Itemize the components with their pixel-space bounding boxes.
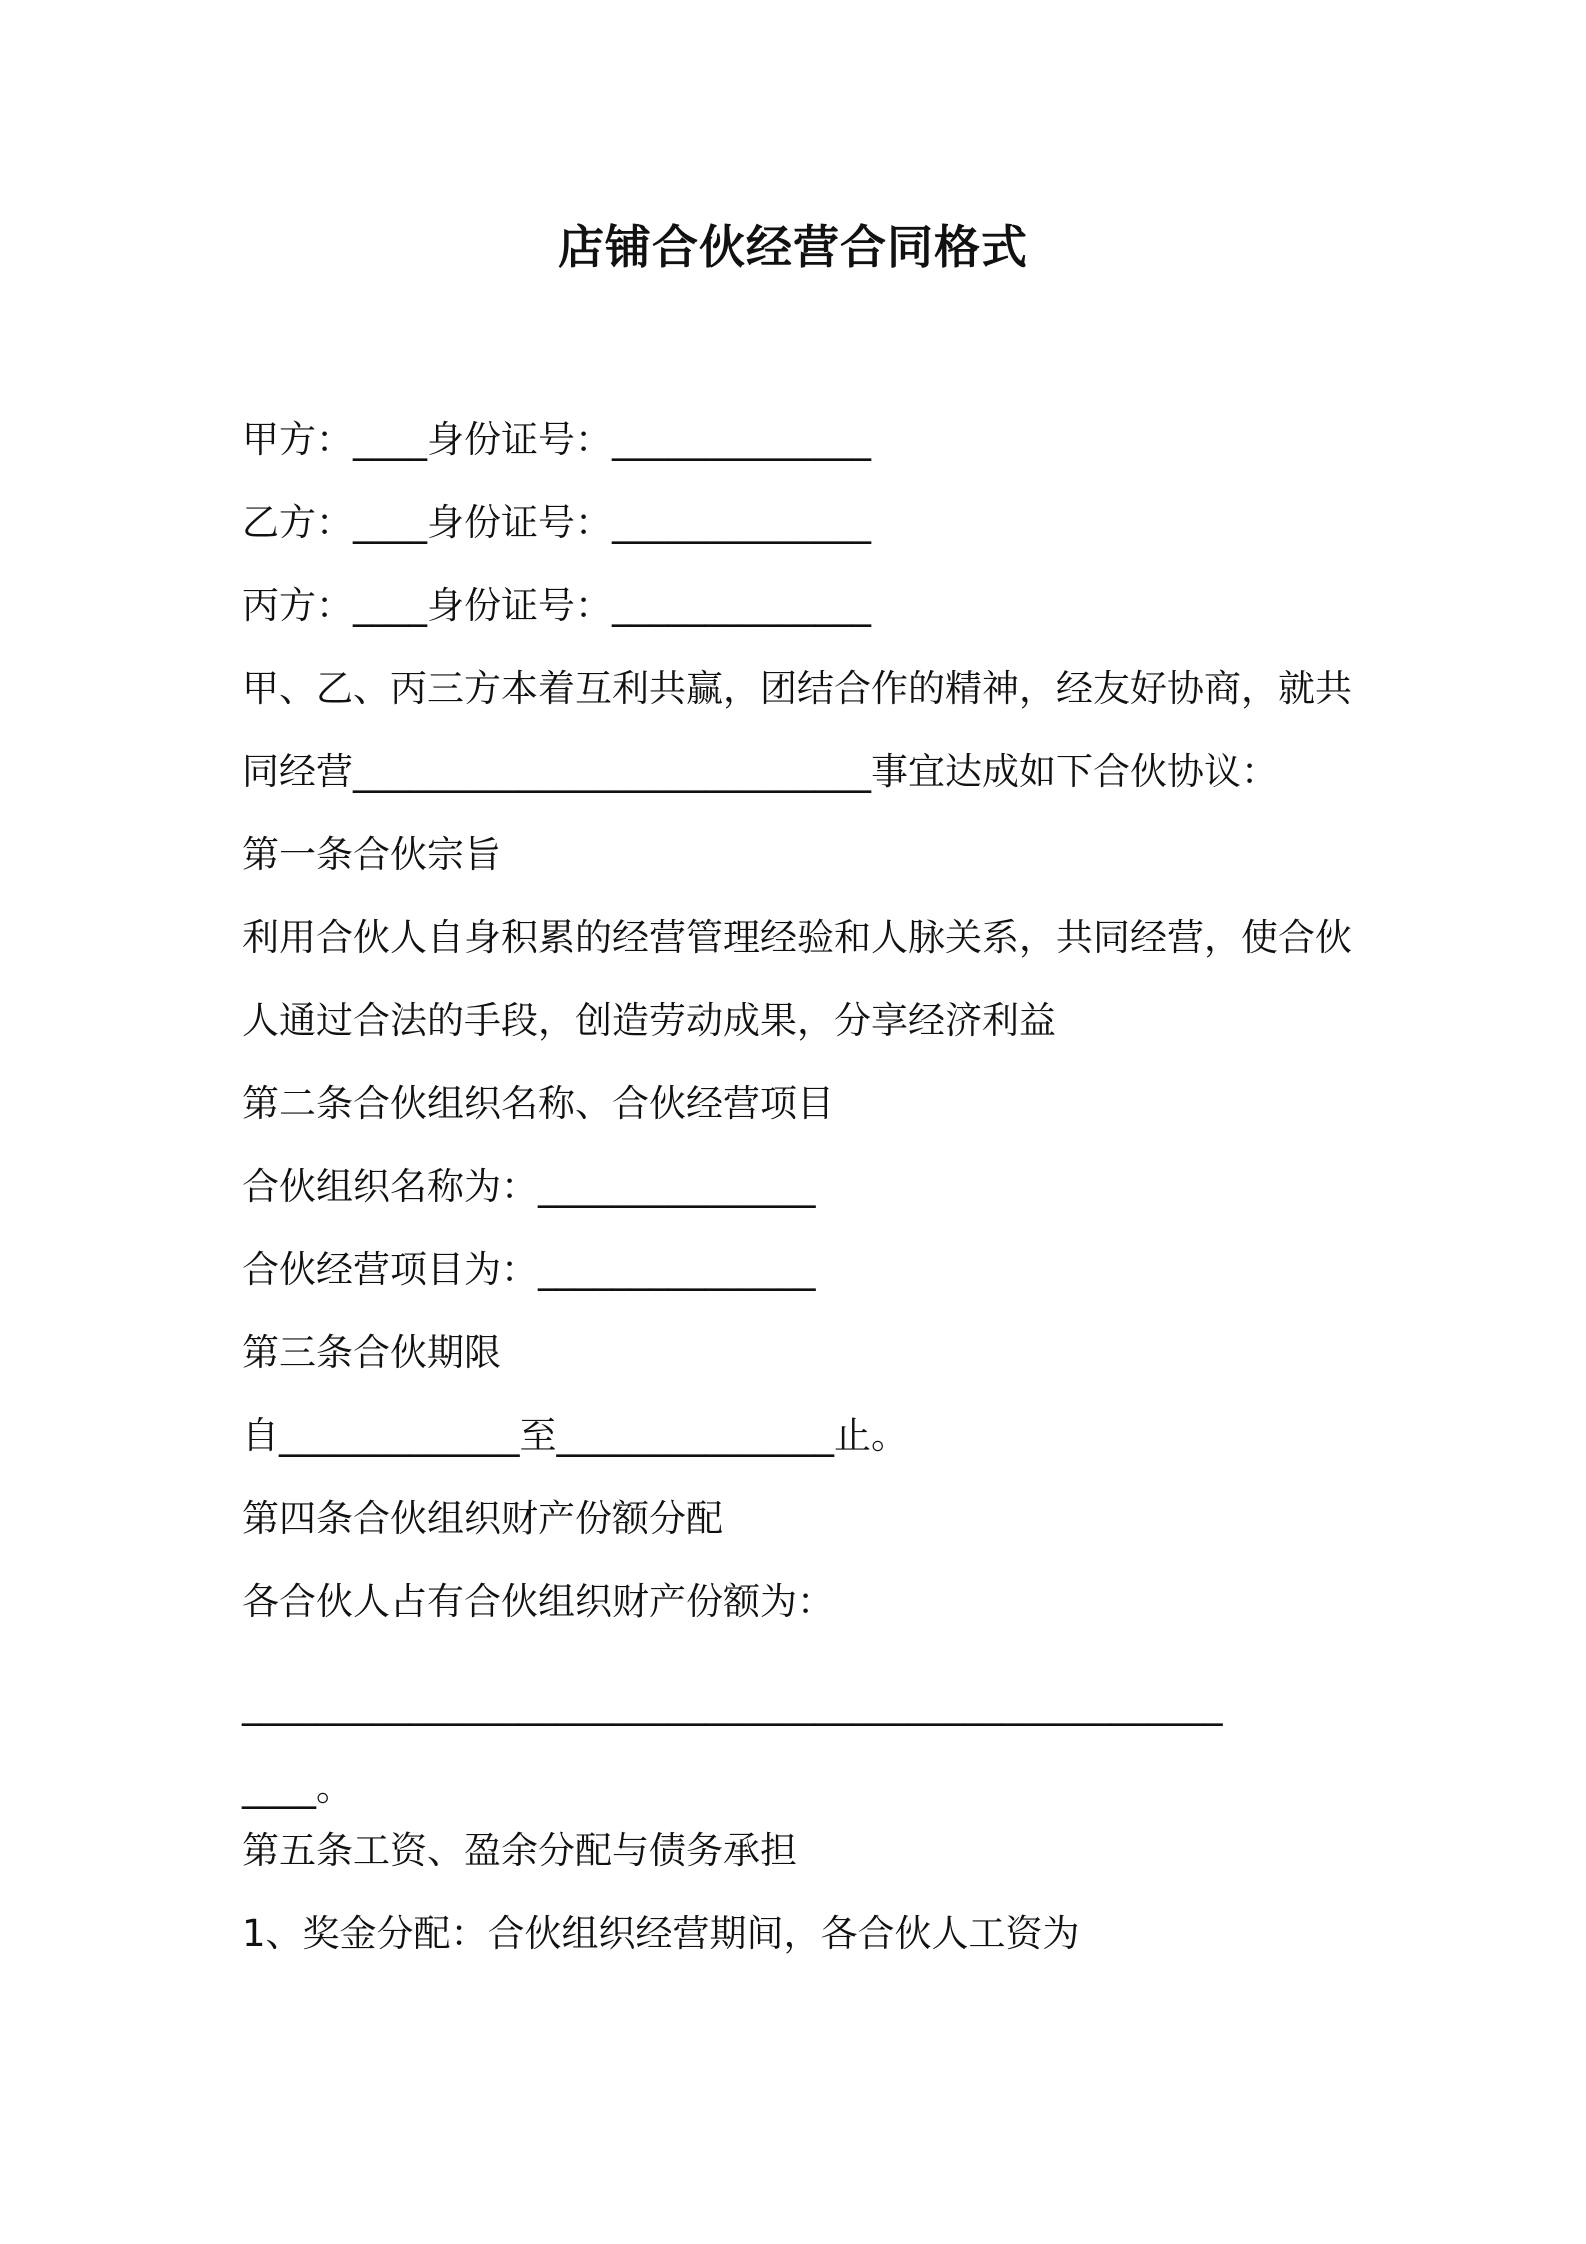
article-1-heading: 第一条合伙宗旨 xyxy=(242,833,501,876)
article-2-heading: 第二条合伙组织名称、合伙经营项目 xyxy=(242,1082,834,1125)
business-project-line: 合伙经营项目为：_______________ xyxy=(242,1248,816,1291)
property-share-line: 各合伙人占有合伙组织财产份额为： xyxy=(242,1580,834,1623)
article-5-heading: 第五条工资、盈余分配与债务承担 xyxy=(242,1829,797,1872)
article-1-text-2: 人通过合法的手段，创造劳动成果，分享经济利益 xyxy=(242,999,1056,1042)
org-name-line: 合伙组织名称为：_______________ xyxy=(242,1165,816,1208)
party-b-line: 乙方：____身份证号：______________ xyxy=(242,501,871,544)
party-a-line: 甲方：____身份证号：______________ xyxy=(242,418,871,461)
blank-fill-line: _____________________________________________________ xyxy=(242,1683,1223,1726)
bonus-distribution-line: 1、奖金分配：合伙组织经营期间，各合伙人工资为 xyxy=(242,1912,1080,1955)
blank-fill-end-line: ____。 xyxy=(242,1766,353,1809)
term-line: 自_____________至_______________止。 xyxy=(242,1414,908,1457)
article-4-heading: 第四条合伙组织财产份额分配 xyxy=(242,1497,723,1540)
preamble-line-2: 同经营____________________________事宜达成如下合伙协议： xyxy=(242,750,1278,793)
article-1-text-1: 利用合伙人自身积累的经营管理经验和人脉关系，共同经营，使合伙 xyxy=(242,916,1352,959)
article-3-heading: 第三条合伙期限 xyxy=(242,1331,501,1374)
party-c-line: 丙方：____身份证号：______________ xyxy=(242,584,871,627)
document-title: 店铺合伙经营合同格式 xyxy=(558,220,1028,274)
preamble-line-1: 甲、乙、丙三方本着互利共赢，团结合作的精神，经友好协商，就共 xyxy=(242,667,1352,710)
